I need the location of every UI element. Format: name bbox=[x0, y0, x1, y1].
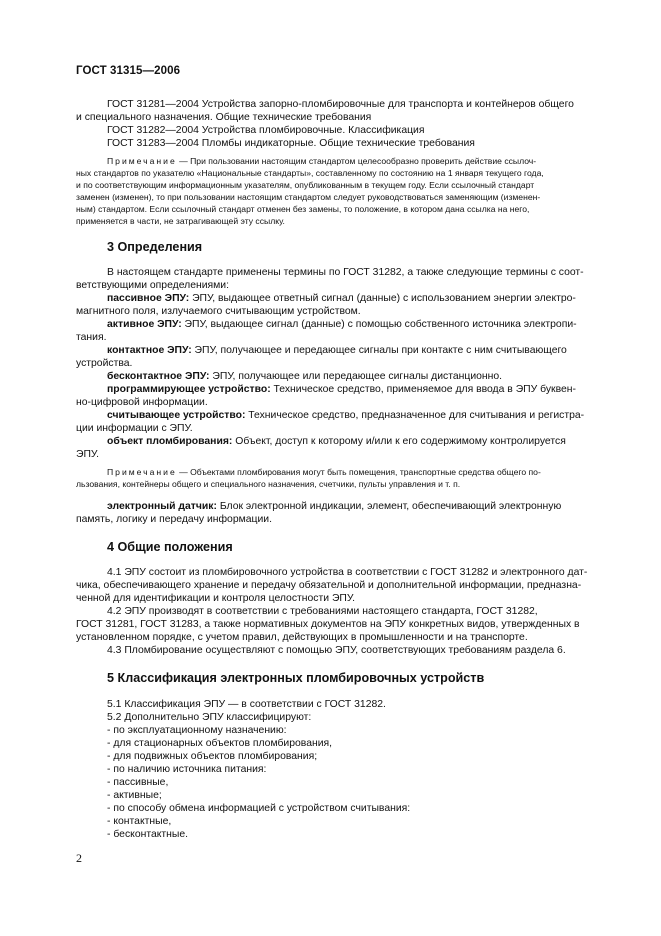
note-line: и по соответствующим информационным указателям, опубликованным в текущем году. Если ссылочный стандарт bbox=[76, 180, 535, 190]
definition-line: но-цифровой информации. bbox=[76, 397, 208, 408]
note-line: заменен (изменен), то при пользовании настоящим стандартом следует руководствоваться заменяющим (изменен- bbox=[76, 192, 541, 202]
paragraph-line: 5.1 Классификация ЭПУ — в соответствии с ГОСТ 31282. bbox=[107, 699, 386, 710]
note-line: ных стандартов по указателю «Национальные стандарты», составленному по состоянию на 1 января текущего года, bbox=[76, 168, 544, 178]
definition-line: тания. bbox=[76, 332, 107, 343]
note-label: Примечание bbox=[107, 156, 177, 166]
term: программирующее устройство: bbox=[107, 384, 271, 395]
reference-line: и специального назначения. Общие технические требования bbox=[76, 112, 372, 123]
list-item: - для подвижных объектов пломбирования; bbox=[107, 751, 318, 762]
term: бесконтактное ЭПУ: bbox=[107, 371, 210, 382]
list-item: - по наличию источника питания: bbox=[107, 764, 267, 775]
paragraph-line: В настоящем стандарте применены термины по ГОСТ 31282, а также следующие термины с соот- bbox=[107, 267, 584, 278]
note-line: ным) стандартом. Если ссылочный стандарт отменен без замены, то положение, в котором дана ссылка на него, bbox=[76, 204, 530, 214]
definition-line: память, логику и передачу информации. bbox=[76, 514, 272, 525]
definition-line: ЭПУ. bbox=[76, 449, 100, 460]
section-heading: 4 Общие положения bbox=[107, 540, 233, 554]
definition-line: магнитного поля, излучаемого считывающим устройством. bbox=[76, 306, 361, 317]
page-number: 2 bbox=[76, 851, 82, 865]
paragraph-line: 4.3 Пломбирование осуществляют с помощью ЭПУ, соответствующих требованиям раздела 6. bbox=[107, 645, 566, 656]
note-line: Примечание — Объектами пломбирования могут быть помещения, транспортные средства общего по- bbox=[107, 467, 541, 477]
note-line: льзования, контейнеры общего и специального назначения, счетчики, пульты управления и т. п. bbox=[76, 479, 461, 489]
term: контактное ЭПУ: bbox=[107, 345, 192, 356]
term: объект пломбирования: bbox=[107, 436, 233, 447]
note-line: Примечание — При пользовании настоящим стандартом целесообразно проверить действие ссылоч- bbox=[107, 156, 537, 166]
definition-line: контактное ЭПУ: ЭПУ, получающее и передающее сигналы при контакте с ним считывающего bbox=[107, 345, 567, 356]
definition-line: считывающее устройство: Техническое средство, предназначенное для считывания и регистра- bbox=[107, 410, 585, 421]
term: пассивное ЭПУ: bbox=[107, 293, 190, 304]
note-label: Примечание bbox=[107, 467, 177, 477]
list-item: - по эксплуатационному назначению: bbox=[107, 725, 287, 736]
reference-line: ГОСТ 31281—2004 Устройства запорно-пломбировочные для транспорта и контейнеров общего bbox=[107, 99, 574, 110]
note-line: применяется в части, не затрагивающей эту ссылку. bbox=[76, 216, 285, 226]
list-item: - пассивные, bbox=[107, 777, 169, 788]
list-item: - активные; bbox=[107, 790, 162, 801]
list-item: - по способу обмена информацией с устройством считывания: bbox=[107, 803, 411, 814]
definition-line: активное ЭПУ: ЭПУ, выдающее сигнал (данные) с помощью собственного источника электропи- bbox=[107, 319, 577, 330]
paragraph-line: чика, обеспечивающего хранение и передачу обязательной и дополнительной информации, предназна- bbox=[76, 580, 582, 591]
paragraph-line: 4.1 ЭПУ состоит из пломбировочного устройства в соответствии с ГОСТ 31282 и электронного дат- bbox=[107, 567, 588, 578]
section-heading: 5 Классификация электронных пломбировочных устройств bbox=[107, 671, 485, 685]
definition-line: объект пломбирования: Объект, доступ к которому и/или к его содержимому контролируется bbox=[107, 436, 566, 447]
term: активное ЭПУ: bbox=[107, 319, 182, 330]
reference-line: ГОСТ 31283—2004 Пломбы индикаторные. Общие технические требования bbox=[107, 138, 475, 149]
definition-line: устройства. bbox=[76, 358, 133, 369]
paragraph-line: 4.2 ЭПУ производят в соответствии с требованиями настоящего стандарта, ГОСТ 31282, bbox=[107, 606, 538, 617]
paragraph-line: ветствующими определениями: bbox=[76, 280, 229, 291]
paragraph-line: установленном порядке, с учетом правил, действующих в промышленности и на транспорте. bbox=[76, 632, 528, 643]
term: электронный датчик: bbox=[107, 501, 217, 512]
paragraph-line: 5.2 Дополнительно ЭПУ классифицируют: bbox=[107, 712, 312, 723]
definition-line: программирующее устройство: Техническое средство, применяемое для ввода в ЭПУ буквен- bbox=[107, 384, 576, 395]
definition-line: бесконтактное ЭПУ: ЭПУ, получающее или передающее сигналы дистанционно. bbox=[107, 371, 503, 382]
document-header: ГОСТ 31315—2006 bbox=[76, 65, 181, 77]
list-item: - контактные, bbox=[107, 816, 172, 827]
definition-line: пассивное ЭПУ: ЭПУ, выдающее ответный сигнал (данные) с использованием энергии электро- bbox=[107, 293, 576, 304]
paragraph-line: ГОСТ 31281, ГОСТ 31283, а также нормативных документов на ЭПУ конкретных видов, утвержденных в bbox=[76, 619, 580, 630]
section-heading: 3 Определения bbox=[107, 240, 203, 254]
term: считывающее устройство: bbox=[107, 410, 246, 421]
list-item: - для стационарных объектов пломбирования, bbox=[107, 738, 333, 749]
definition-line: электронный датчик: Блок электронной индикации, элемент, обеспечивающий электронную bbox=[107, 501, 562, 512]
definition-line: ции информации с ЭПУ. bbox=[76, 423, 193, 434]
list-item: - бесконтактные. bbox=[107, 829, 189, 840]
reference-line: ГОСТ 31282—2004 Устройства пломбировочные. Классификация bbox=[107, 125, 425, 136]
paragraph-line: ченной для идентификации и контроля целостности ЭПУ. bbox=[76, 593, 355, 604]
